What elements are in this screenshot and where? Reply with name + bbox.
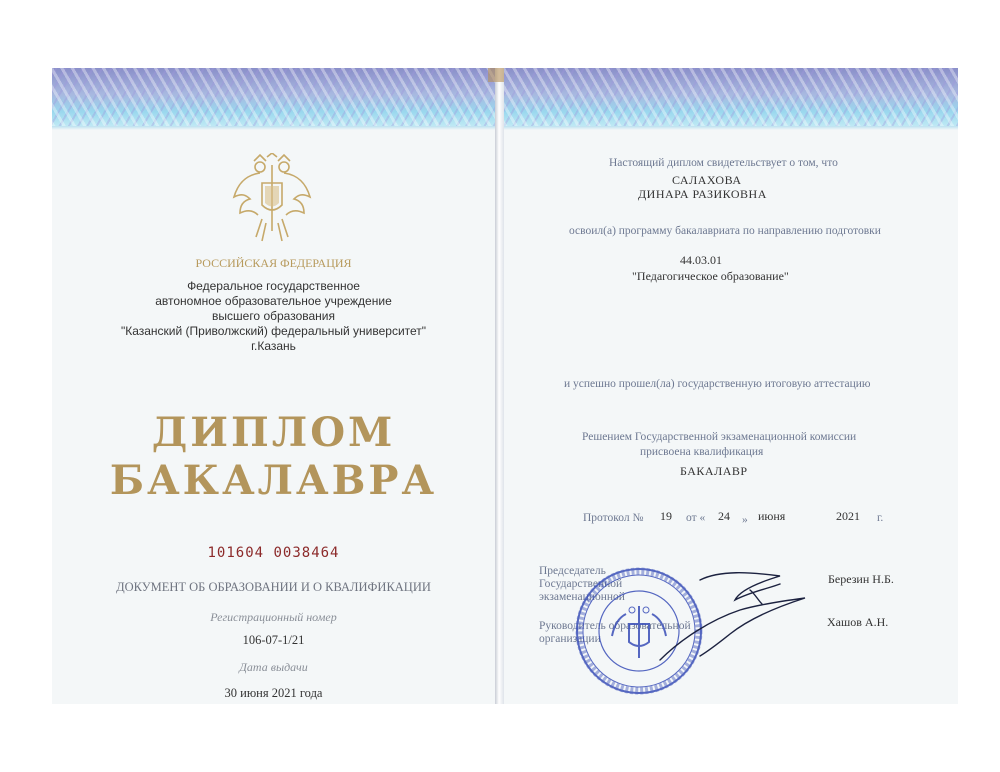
title-line-1: ДИПЛОМ [151,409,396,456]
protocol-year: 2021 [836,509,860,523]
registration-label: Регистрационный номер [210,610,337,624]
institution-line: Федеральное государственное [187,279,360,293]
chair-name: Березин Н.Б. [828,572,894,586]
diploma [52,68,958,704]
protocol-month: июня [758,509,786,523]
institution-line: г.Казань [251,339,296,353]
institution-line: "Казанский (Приволжский) федеральный университет" [120,324,427,338]
issue-date-label: Дата выдачи [239,660,308,674]
qualification: БАКАЛАВР [680,464,748,478]
chair-line: экзаменационной [539,591,625,603]
head-name: Хашов А.Н. [827,615,889,629]
decision-line-1: Решением Государственной экзаменационной комиссии [582,431,857,443]
graduate-name: ДИНАРА РАЗИКОВНА [638,187,767,201]
institution-block [52,279,495,354]
protocol-day: 24 [718,509,730,523]
program-name: "Педагогическое образование" [632,269,789,283]
protocol-year-suffix: г. [877,512,884,524]
decision-line-2: присвоена квалификация [640,446,764,458]
decorative-band [52,68,495,126]
book-spine [495,68,504,704]
protocol-close-quote: » [742,514,748,526]
institution-line: высшего образования [212,309,335,323]
protocol-from: от « [686,512,706,524]
head-line: организации [539,633,601,645]
coat-of-arms-icon [232,153,312,243]
chair-line: Государственной [539,578,623,590]
protocol-label: Протокол № [583,512,644,524]
serial-number: 101604 0038464 [207,545,340,561]
attestation-text: и успешно прошел(ла) государственную итоговую аттестацию [564,378,871,390]
head-line: Руководитель образовательной [539,620,691,632]
issue-date: 30 июня 2021 года [224,686,323,700]
program-code: 44.03.01 [680,253,722,267]
title-line-2: БАКАЛАВРА [109,457,438,504]
document-type: ДОКУМЕНТ ОБ ОБРАЗОВАНИИ И О КВАЛИФИКАЦИИ [116,580,431,594]
country-name: РОССИЙСКАЯ ФЕДЕРАЦИЯ [195,256,352,270]
intro-text: Настоящий диплом свидетельствует о том, что [609,157,838,169]
registration-number: 106-07-1/21 [242,633,305,647]
handwritten-signature-icon [640,570,820,690]
institution-line: автономное образовательное учреждение [155,294,392,308]
graduate-surname: САЛАХОВА [672,173,742,187]
protocol-number: 19 [660,509,672,523]
chair-line: Председатель [539,565,606,577]
mastered-text: освоил(а) программу бакалавриата по направлению подготовки [569,225,881,237]
decorative-band [504,68,958,126]
diploma-left-page [52,68,495,704]
